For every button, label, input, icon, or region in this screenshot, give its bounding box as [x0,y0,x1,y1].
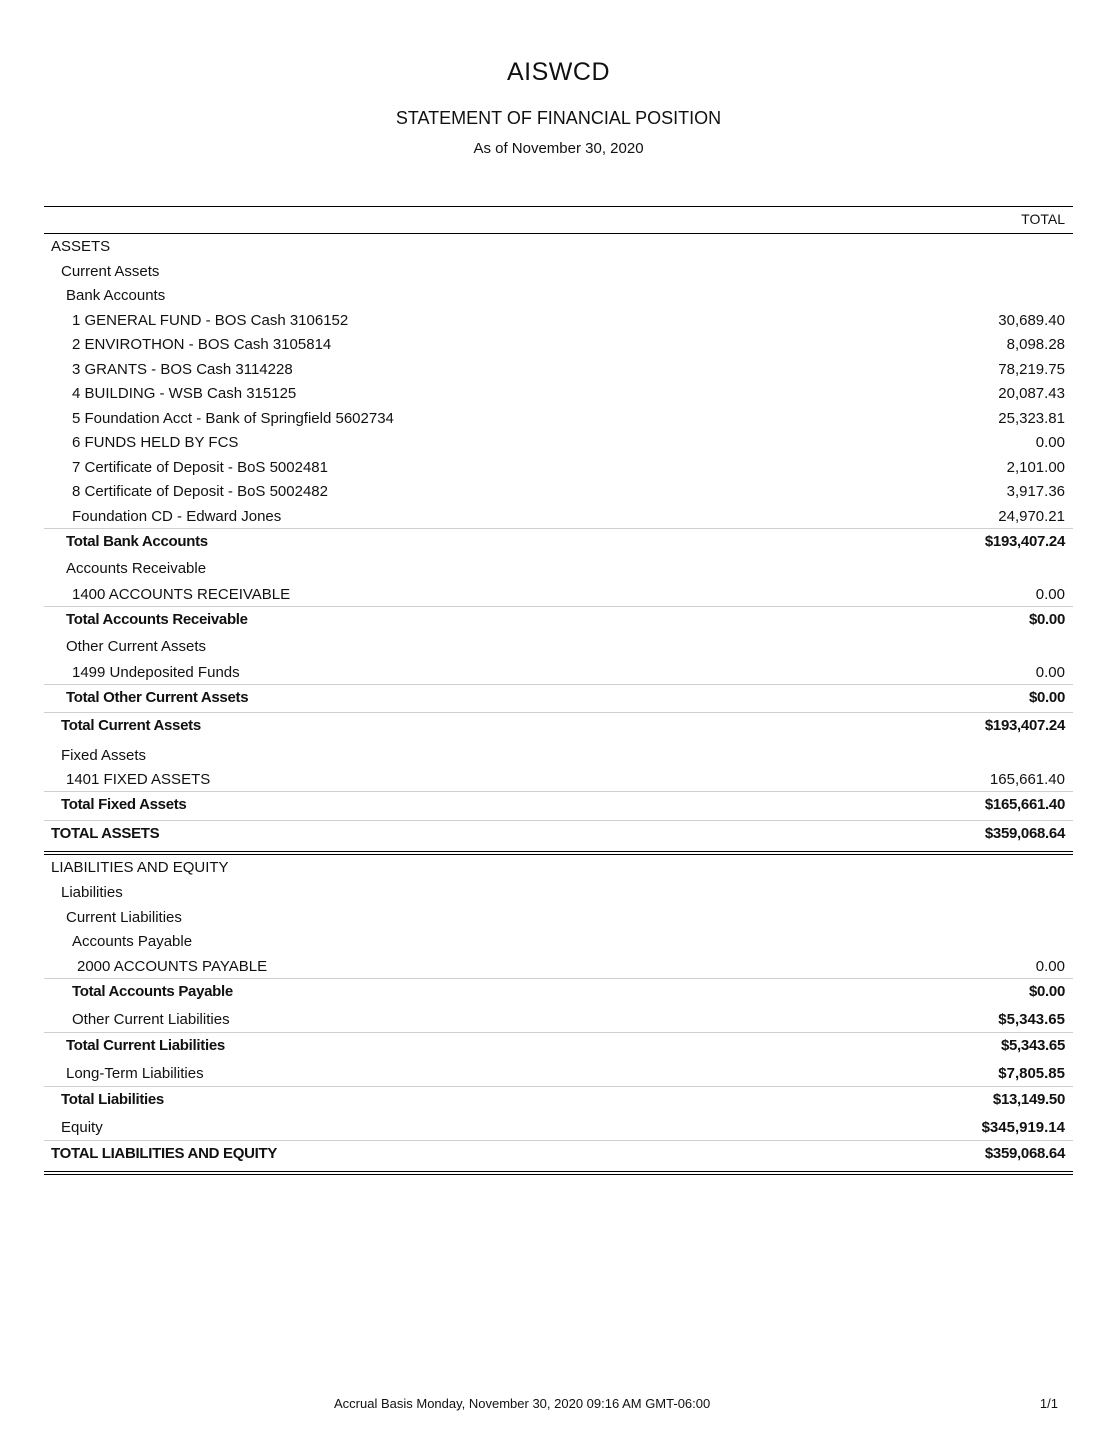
row-label: Equity [61,1119,103,1136]
row-label: Total Bank Accounts [66,533,208,550]
row-amount: 165,661.40 [989,771,1065,788]
row-amount: $193,407.24 [984,533,1065,550]
row-label: 1 GENERAL FUND - BOS Cash 3106152 [72,312,349,329]
row-label: 3 GRANTS - BOS Cash 3114228 [72,361,293,378]
row-label: Total Other Current Assets [66,689,249,706]
row-label: TOTAL ASSETS [51,825,160,842]
row-amount: 0.00 [1035,664,1065,681]
row-label: ASSETS [51,238,111,255]
report-title: STATEMENT OF FINANCIAL POSITION [395,108,722,128]
row-amount: 25,323.81 [998,410,1065,427]
row-amount: 8,098.28 [1006,336,1065,353]
row-amount: 20,087.43 [998,385,1065,402]
table-row [44,332,1073,357]
table-row [44,954,1073,978]
row-amount: 0.00 [1035,586,1065,603]
row-amount: $359,068.64 [984,825,1065,842]
table-row [44,978,1073,1007]
row-label: Bank Accounts [66,287,166,304]
row-amount: $0.00 [1028,611,1065,628]
table-row [44,660,1073,684]
row-label: Total Accounts Receivable [66,611,248,628]
table-row [44,381,1073,406]
row-amount: $359,068.64 [984,1145,1065,1162]
row-label: 7 Certificate of Deposit - BoS 5002481 [72,459,328,476]
row-label: 1499 Undeposited Funds [72,664,240,681]
row-label: Total Current Liabilities [66,1037,225,1054]
table-row [44,259,1073,283]
table-row [44,743,1073,767]
table-row [44,308,1073,332]
footer-page-number: 1/1 [1039,1396,1058,1411]
table-row [44,855,1073,880]
table-row [44,1007,1073,1032]
table-row [44,820,1073,855]
table-row [44,684,1073,712]
table-row [44,606,1073,634]
row-label: 1400 ACCOUNTS RECEIVABLE [72,586,291,603]
table-row [44,905,1073,929]
row-label: Total Fixed Assets [61,796,187,813]
row-amount: 0.00 [1035,434,1065,451]
column-header-row [44,207,1073,234]
row-label: LIABILITIES AND EQUITY [51,859,229,876]
table-row [44,430,1073,455]
row-label: Foundation CD - Edward Jones [72,508,282,525]
financial-statement-table [44,206,1073,1175]
table-row [44,357,1073,381]
row-label: 5 Foundation Acct - Bank of Springfield 5602734 [72,410,394,427]
table-row [44,582,1073,606]
row-label: Total Accounts Payable [72,983,233,1000]
company-name: AISWCD [507,58,610,86]
table-row [44,283,1073,308]
row-amount: $0.00 [1028,689,1065,706]
row-label: 2000 ACCOUNTS PAYABLE [77,958,268,975]
row-label: Long-Term Liabilities [66,1065,204,1082]
table-row [44,1061,1073,1086]
row-amount: 24,970.21 [998,508,1065,525]
row-label: Other Current Liabilities [72,1011,230,1028]
row-label: Fixed Assets [61,747,147,764]
row-amount: 0.00 [1035,958,1065,975]
row-label: Current Liabilities [66,909,182,926]
table-row [44,634,1073,660]
row-label: 2 ENVIROTHON - BOS Cash 3105814 [72,336,332,353]
row-label: Current Assets [61,263,160,280]
row-amount: $13,149.50 [992,1091,1065,1108]
row-label: 4 BUILDING - WSB Cash 315125 [72,385,297,402]
row-amount: $7,805.85 [998,1065,1065,1082]
row-amount: 3,917.36 [1006,483,1065,500]
table-row [44,767,1073,791]
row-amount: 78,219.75 [998,361,1065,378]
row-label: Total Current Assets [61,717,201,734]
report-date: As of November 30, 2020 [473,140,644,157]
table-row [44,929,1073,954]
row-label: TOTAL LIABILITIES AND EQUITY [51,1145,278,1162]
table-row [44,528,1073,556]
row-label: Total Liabilities [61,1091,164,1108]
row-amount: $5,343.65 [998,1011,1065,1028]
table-row [44,504,1073,528]
row-label: Accounts Payable [72,933,193,950]
row-label: 1401 FIXED ASSETS [66,771,211,788]
table-row [44,1140,1073,1175]
row-label: 6 FUNDS HELD BY FCS [72,434,239,451]
statement-rows [44,234,1073,1175]
row-amount: $345,919.14 [981,1119,1065,1136]
table-row [44,712,1073,743]
row-amount: $193,407.24 [984,717,1065,734]
table-row [44,880,1073,905]
table-row [44,455,1073,479]
table-row [44,791,1073,820]
table-row [44,1086,1073,1115]
table-row [44,234,1073,259]
column-header-total: TOTAL [1021,211,1065,227]
row-amount: $0.00 [1028,983,1065,1000]
table-row [44,556,1073,582]
footer-basis: Accrual Basis Monday, November 30, 2020 09:16 AM GMT-06:00 [334,1396,711,1411]
row-label: Other Current Assets [66,638,207,655]
row-amount: 2,101.00 [1006,459,1065,476]
row-amount: $5,343.65 [1000,1037,1065,1054]
row-label: Accounts Receivable [66,560,207,577]
table-row [44,406,1073,430]
row-amount: $165,661.40 [984,796,1065,813]
row-label: Liabilities [61,884,123,901]
table-row [44,479,1073,504]
row-label: 8 Certificate of Deposit - BoS 5002482 [72,483,328,500]
table-row [44,1032,1073,1061]
table-row [44,1115,1073,1140]
row-amount: 30,689.40 [998,312,1065,329]
